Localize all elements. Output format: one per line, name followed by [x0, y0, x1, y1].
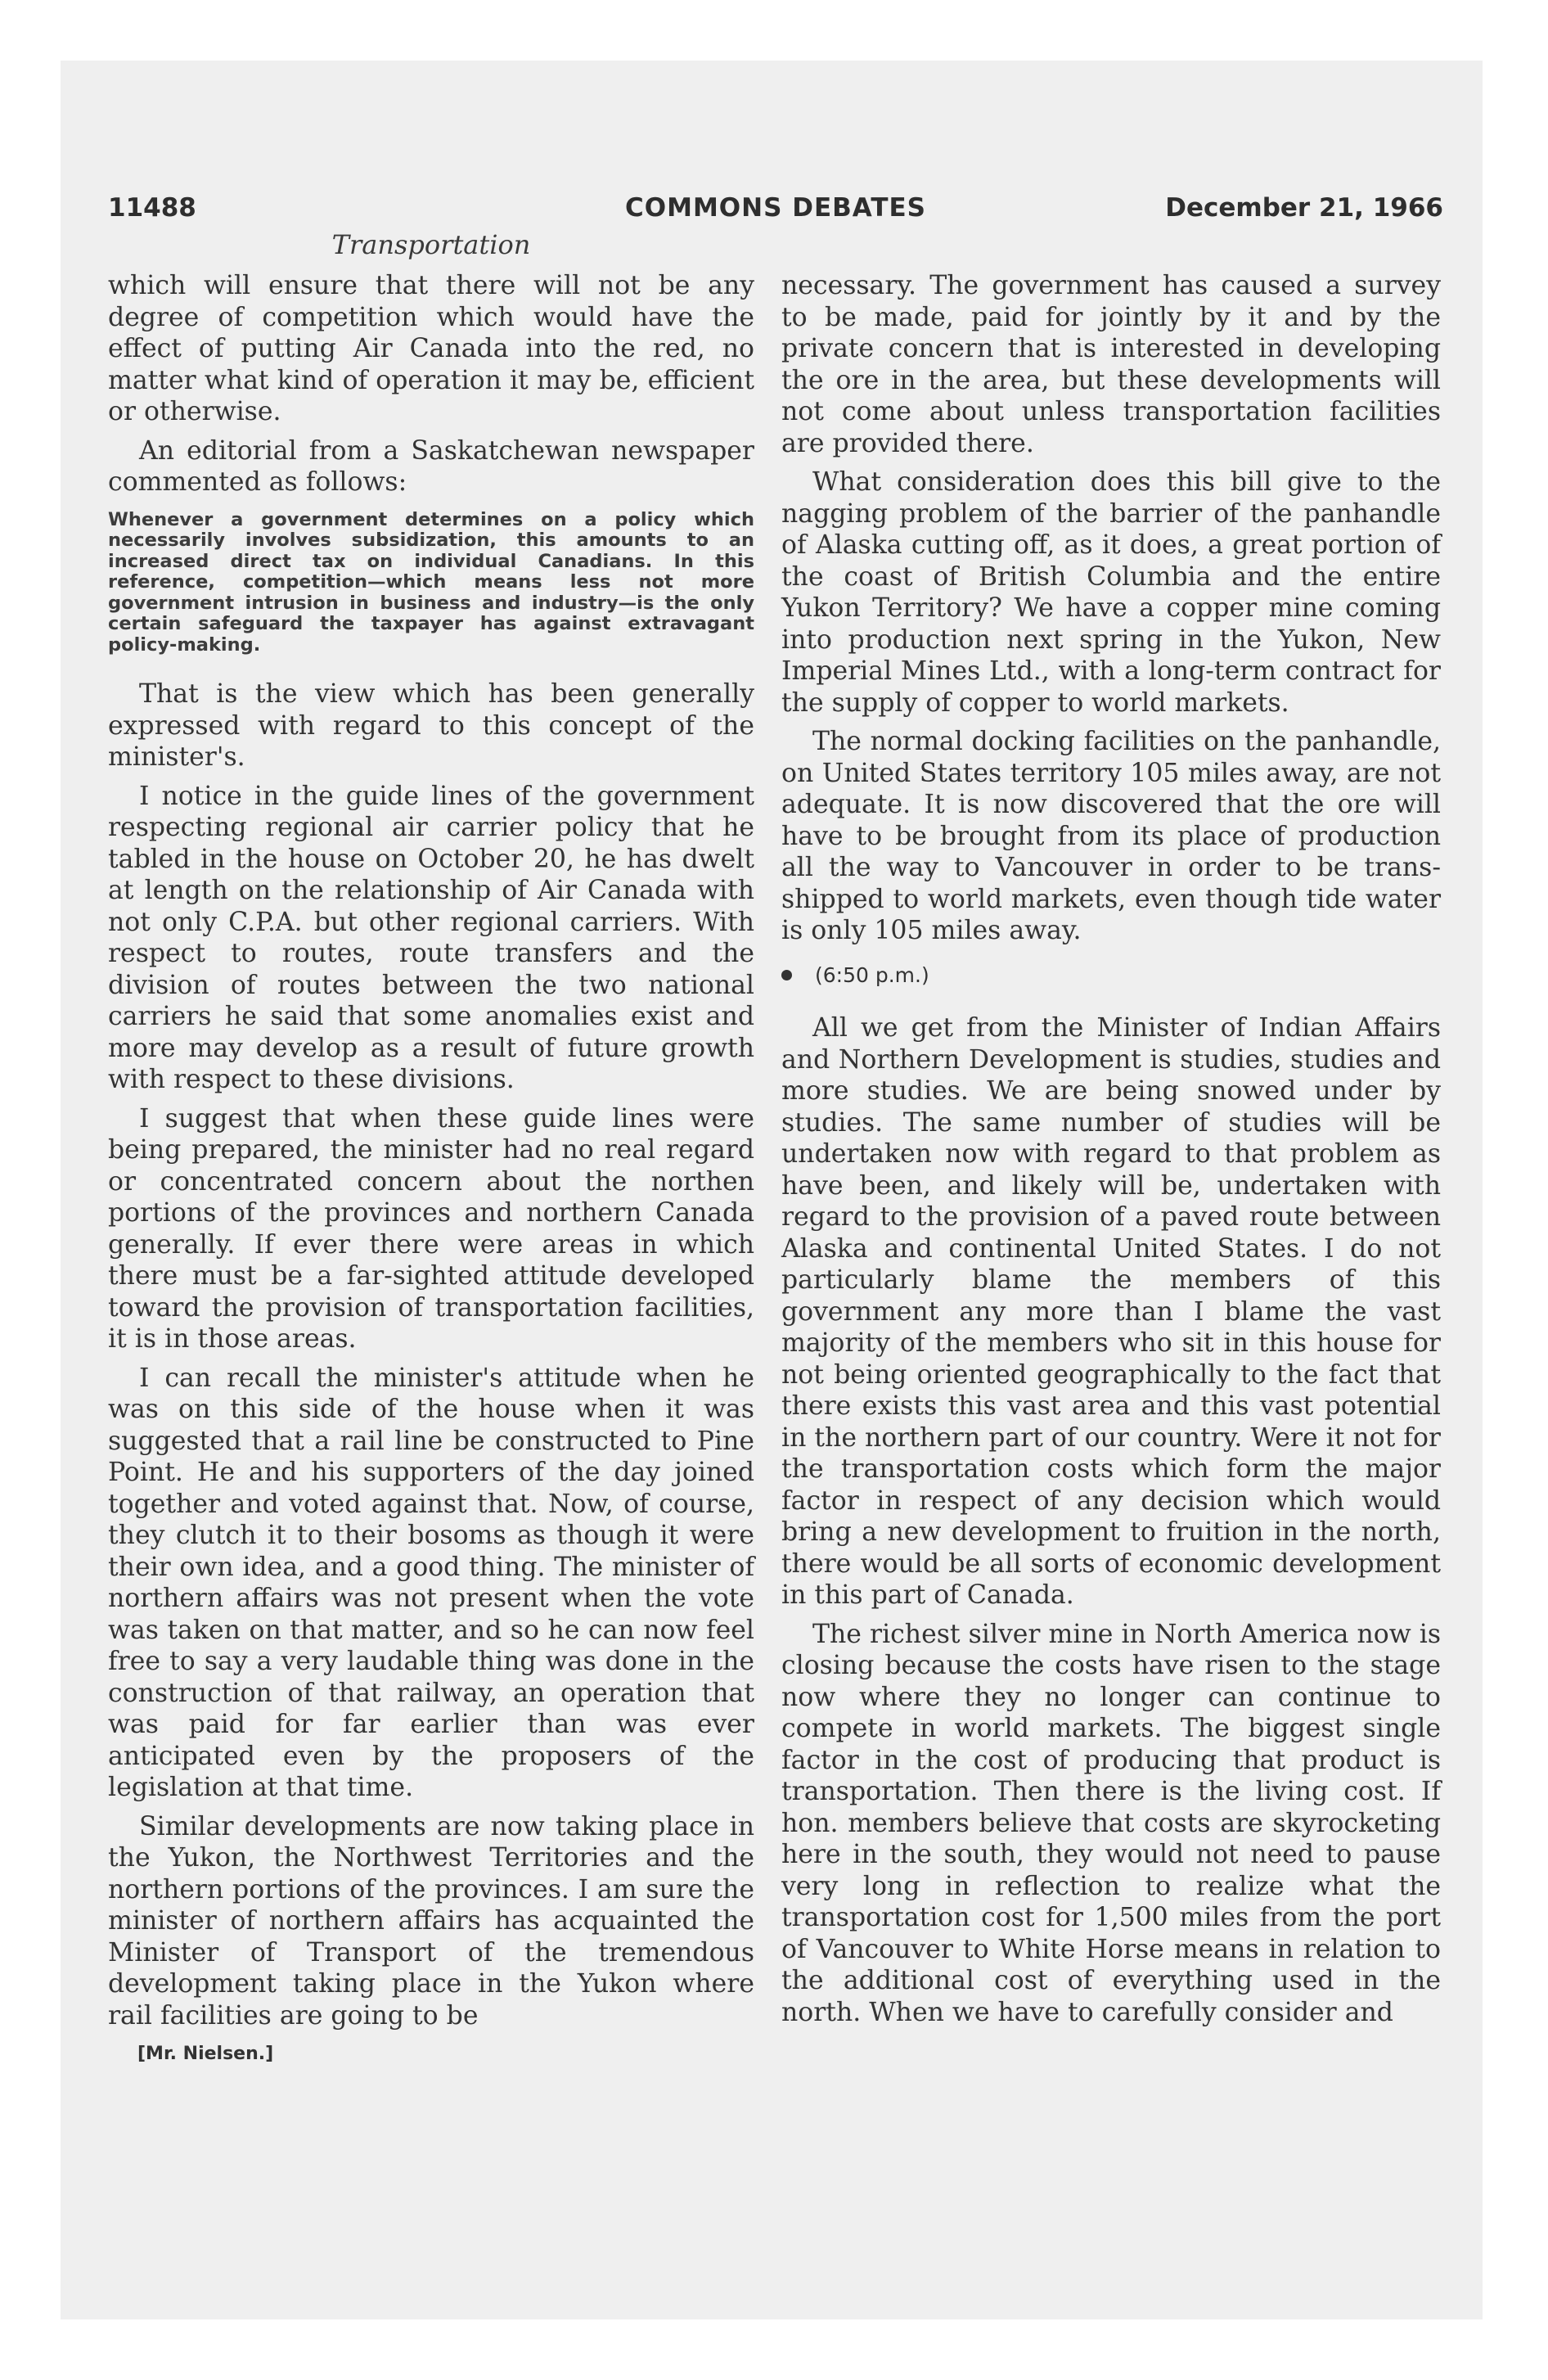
paragraph: What consideration does this bill give to the nagging problem of the barrier of the panhandle of Alaska cutting off, as it does, a great portion of the coast of British Columbia and the entire Yukon Territory? We have a copper mine coming into production next spring in the Yukon, New Imperial Mines Ltd., with a long-term contract for the supply of copper to world markets. [781, 467, 1441, 718]
paragraph: I suggest that when these guide lines were being prepared, the minister had no real regard or concentrated concern about the northen portions of the provinces and northern Canada generally. If ever there were areas in which there must be a far-sighted attitude developed toward the provision of transportation facilities, it is in those areas. [108, 1103, 754, 1354]
section-title: Transportation [331, 229, 531, 260]
paragraph: All we get from the Minister of Indian Affairs and Northern Development is studies, studies and more studies. We are being snowed under by studies. The same number of studies will be undertaken now with regard to that problem as have been, and likely will be, undertaken with regard to the provision of a paved route between Alaska and continental United States. I do not particularly blame the members of this government any more than I blame the vast majority of the members who sit in this house for not being oriented geographically to the fact that there exists this vast area and this vast potential in the northern part of our country. Were it not for the transportation costs which form the major factor in respect of any decision which would bring a new development to fruition in the north, there would be all sorts of economic development in this part of Canada. [781, 1013, 1441, 1610]
paragraph: I notice in the guide lines of the government respecting regional air carrier policy that he tabled in the house on October 20, he has dwelt at length on the relationship of Air Canada with not only C.P.A. but other regional carriers. With respect to routes, route transfers and the division of routes between the two national carriers he said that some anomalies exist and more may develop as a result of future growth with respect to these divisions. [108, 781, 754, 1094]
paragraph: I can recall the minister's attitude when he was on this side of the house when it was suggested that a rail line be constructed to Pine Point. He and his supporters of the day joined together and voted against that. Now, of course, they clutch it to their bosoms as though it were their own idea, and a good thing. The minister of northern affairs was not present when the vote was taken on that matter, and so he can now feel free to say a very laudable thing was done in the construction of that railway, an operation that was paid for far earlier than was ever anticipated even by the proposers of the legislation at that time. [108, 1363, 754, 1802]
speaker-attribution: [Mr. Nielsen.] [137, 2044, 274, 2064]
page-number: 11488 [108, 193, 196, 223]
paragraph: That is the view which has been generally expressed with regard to this concept of the minister's. [108, 679, 754, 772]
timestamp [781, 960, 1441, 992]
bullet-icon [781, 970, 792, 980]
page-header [108, 193, 1443, 234]
paragraph: Similar developments are now taking place in the Yukon, the Northwest Territories and the northern portions of the provinces. I am sure the minister of northern affairs has acquainted the Minister of Transport of the tremendous development taking place in the Yukon where rail facilities are going to be [108, 1811, 754, 2031]
paragraph: The richest silver mine in North America now is closing because the costs have risen to the stage now where they no longer can continue to compete in world markets. The biggest single factor in the cost of producing that product is transportation. Then there is the living cost. If hon. members believe that costs are skyrocketing here in the south, they would not need to pause very long in reflection to realize what the transportation cost for 1,500 miles from the port of Vancouver to White Horse means in relation to the additional cost of everything used in the north. When we have to carefully consider and [781, 1619, 1441, 2027]
paragraph: The normal docking facilities on the panhandle, on United States territory 105 miles away, are not adequate. It is now discovered that the ore will have to be brought from its place of production all the way to Vancouver in order to be trans-shipped to world markets, even though tide water is only 105 miles away. [781, 727, 1441, 945]
page-date: December 21, 1966 [1165, 193, 1443, 223]
right-column [781, 270, 1441, 2035]
quoted-editorial: Whenever a government determines on a policy which necessarily involves subsidization, this amounts to an increased direct tax on individual Canadians. In this reference, competition—which means less not more government intrusion in business and industry—is the only certain safeguard the taxpayer has against extravagant policy-making. [108, 508, 754, 656]
paragraph: necessary. The government has caused a survey to be made, paid for jointly by it and by the private concern that is interested in developing the ore in the area, but these developments will not come about unless transportation facilities are provided there. [781, 271, 1441, 458]
timestamp-text: (6:50 p.m.) [815, 962, 929, 987]
paragraph: An editorial from a Saskatchewan newspaper commented as follows: [108, 435, 754, 497]
left-column [108, 270, 754, 2071]
publication-title: COMMONS DEBATES [625, 193, 926, 223]
paragraph: which will ensure that there will not be any degree of competition which would have the effect of putting Air Canada into the red, no matter what kind of operation it may be, efficient or otherwise. [108, 271, 754, 426]
